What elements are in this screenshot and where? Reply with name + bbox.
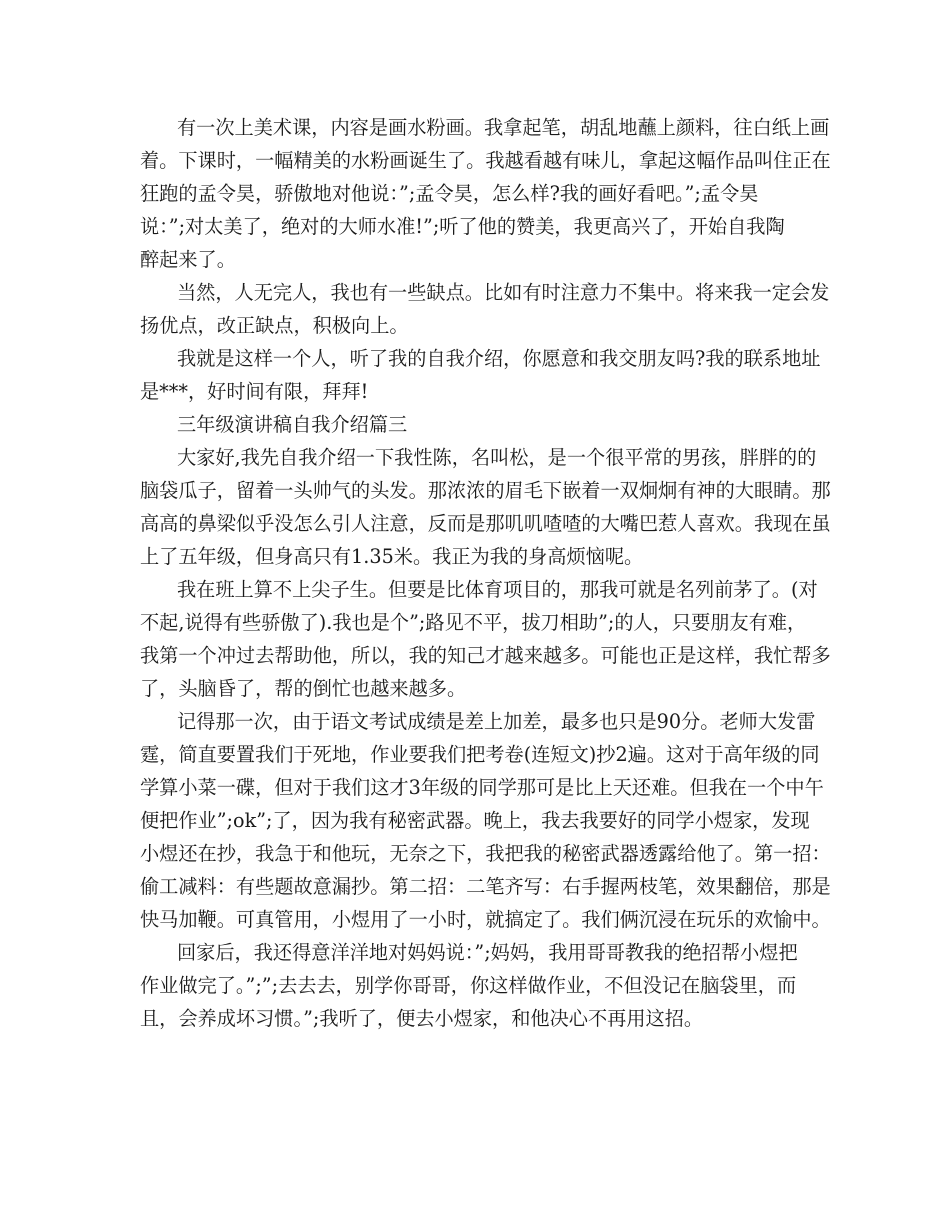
paragraph-line: 我在班上算不上尖子生。但要是比体育项目的，那我可就是名列前茅了。(对 (177, 578, 818, 601)
paragraph-line: 了，头脑昏了，帮的倒忙也越来越多。 (140, 677, 467, 700)
paragraph-line: 是***，好时间有限，拜拜! (140, 380, 369, 403)
paragraph-line: 便把作业”;ok”;了，因为我有秘密武器。晚上，我去我要好的同学小煜家，发现 (140, 809, 810, 832)
paragraph-line: 着。下课时，一幅精美的水粉画诞生了。我越看越有味儿，拿起这幅作品叫住正在 (140, 149, 831, 172)
paragraph-line: 大家好,我先自我介绍一下我性陈，名叫松，是一个很平常的男孩，胖胖的的 (177, 446, 817, 469)
paragraph-line: 我第一个冲过去帮助他，所以，我的知己才越来越多。可能也正是这样，我忙帮多 (140, 644, 831, 667)
paragraph-line: 且，会养成坏习惯。”;我听了，便去小煜家，和他决心不再用这招。 (140, 1007, 704, 1030)
paragraph-line: 上了五年级，但身高只有1.35米。我正为我的身高烦恼呢。 (140, 545, 644, 568)
paragraph-line: 快马加鞭。可真管用，小煜用了一小时，就搞定了。我们俩沉浸在玩乐的欢愉中。 (140, 908, 831, 931)
paragraph-line: 小煜还在抄，我急于和他玩，无奈之下，我把我的秘密武器透露给他了。第一招： (140, 842, 831, 865)
paragraph-line: 当然，人无完人，我也有一些缺点。比如有时注意力不集中。将来我一定会发 (177, 281, 830, 304)
paragraph-line: 有一次上美术课，内容是画水粉画。我拿起笔，胡乱地蘸上颜料，往白纸上画 (177, 116, 830, 139)
paragraph-line: 回家后，我还得意洋洋地对妈妈说：”;妈妈，我用哥哥教我的绝招帮小煜把 (177, 941, 798, 964)
paragraph-line: 作业做完了。”;”;去去去，别学你哥哥，你这样做作业，不但没记在脑袋里，而 (140, 974, 797, 997)
paragraph-line: 偷工减料：有些题故意漏抄。第二招：二笔齐写：右手握两枝笔，效果翻倍，那是 (140, 875, 831, 898)
paragraph-line: 我就是这样一个人，听了我的自我介绍，你愿意和我交朋友吗?我的联系地址 (177, 347, 821, 370)
paragraph-line: 狂跑的孟令昊，骄傲地对他说：”;孟令昊，怎么样?我的画好看吧。”;孟令昊 (140, 182, 759, 205)
paragraph-line: 高高的鼻梁似乎没怎么引人注意，反而是那叽叽喳喳的大嘴巴惹人喜欢。我现在虽 (140, 512, 831, 535)
paragraph-line: 霆，简直要置我们于死地，作业要我们把考卷(连短文)抄2遍。这对于高年级的同 (140, 743, 820, 766)
paragraph-line: 脑袋瓜子，留着一头帅气的头发。那浓浓的眉毛下嵌着一双炯炯有神的大眼睛。那 (140, 479, 831, 502)
paragraph-line: 说：”;对太美了，绝对的大师水准!”;听了他的赞美，我更高兴了，开始自我陶 (140, 215, 785, 238)
section-heading: 三年级演讲稿自我介绍篇三 (177, 413, 408, 436)
paragraph-line: 扬优点，改正缺点，积极向上。 (140, 314, 409, 337)
paragraph-line: 醉起来了。 (140, 248, 236, 271)
paragraph-line: 不起,说得有些骄傲了).我也是个”;路见不平，拔刀相助”;的人，只要朋友有难， (140, 611, 807, 634)
paragraph-line: 学算小菜一碟，但对于我们这才3年级的同学那可是比上天还难。但我在一个中午 (140, 776, 824, 799)
paragraph-line: 记得那一次，由于语文考试成绩是差上加差，最多也只是90分。老师大发雷 (177, 710, 816, 733)
